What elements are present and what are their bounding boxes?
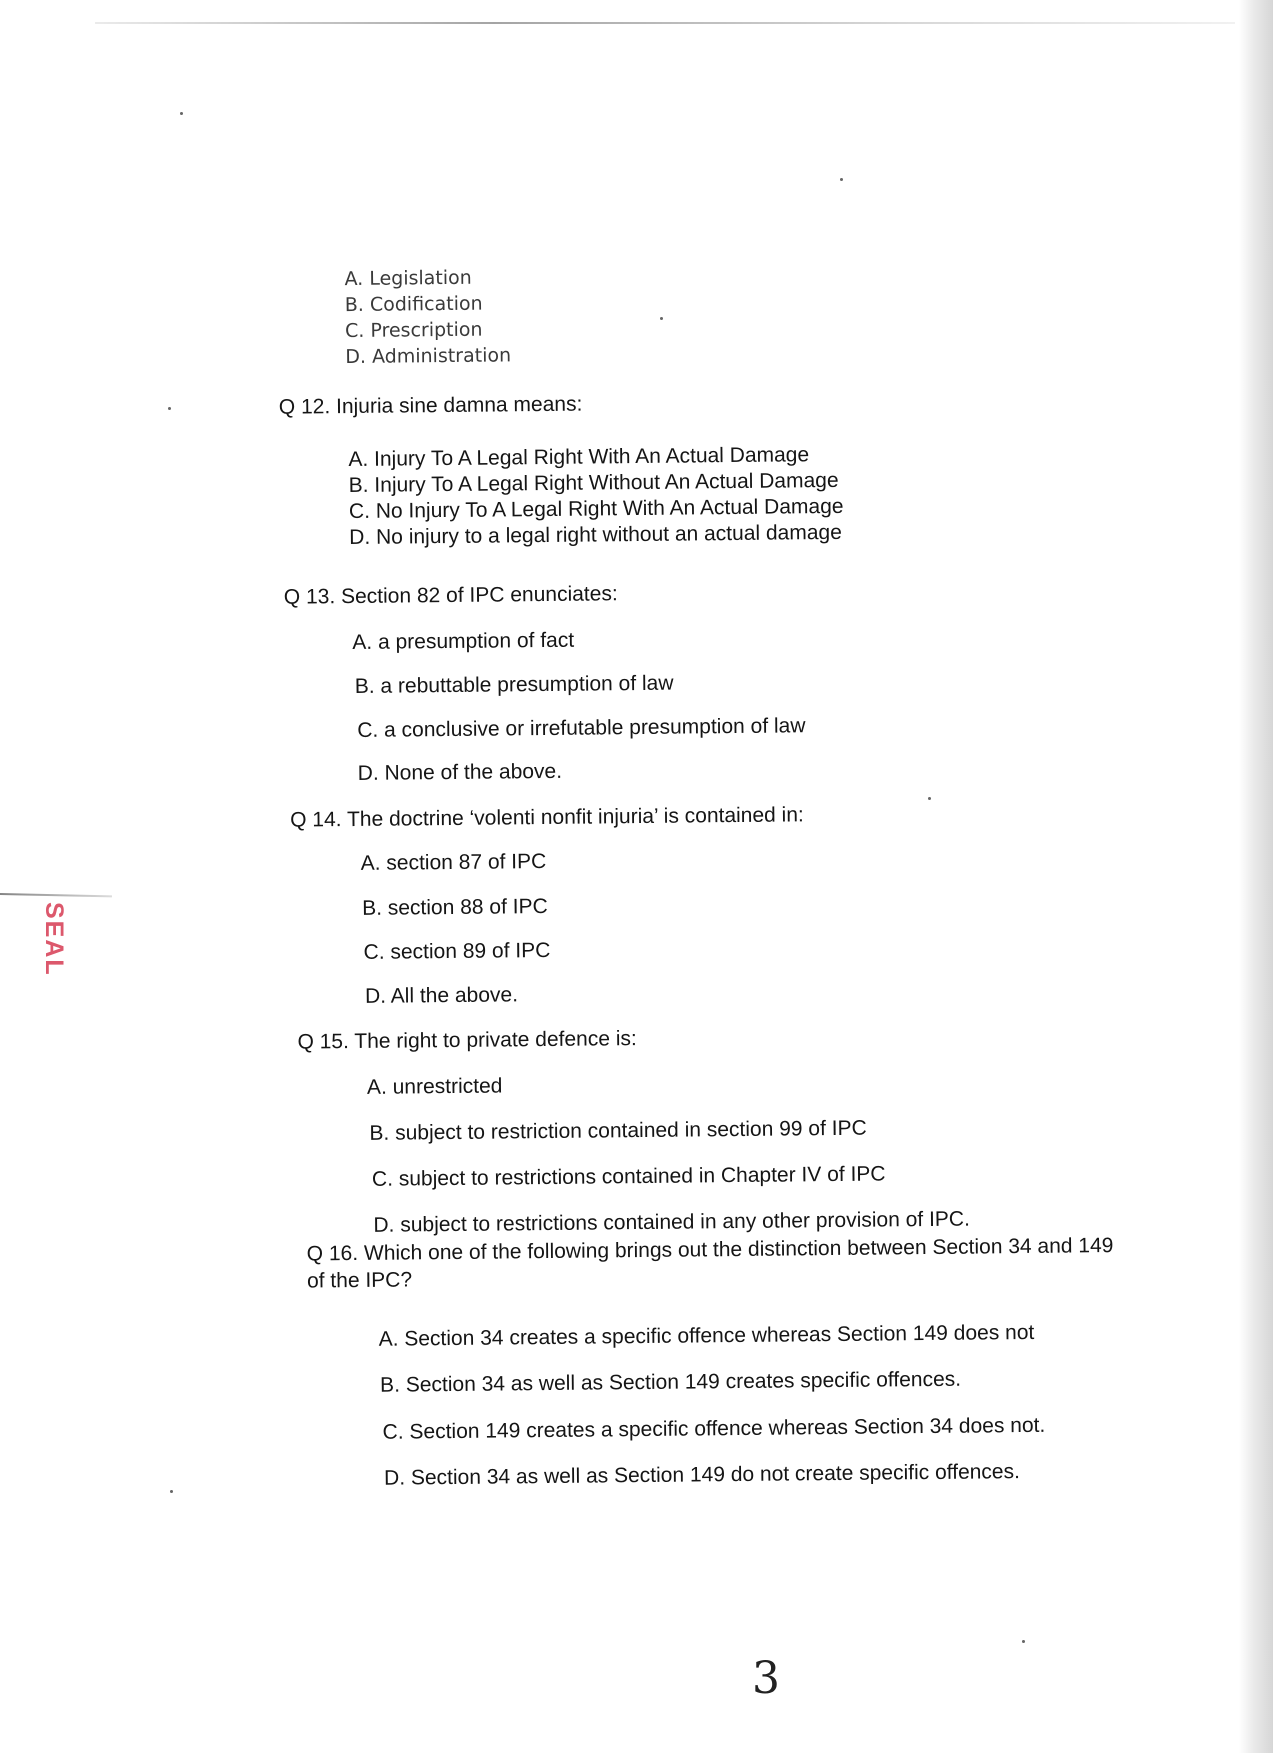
q12-option-a: A. Injury To A Legal Right With An Actual Damage xyxy=(348,443,810,472)
q13-option-b: B. a rebuttable presumption of law xyxy=(354,671,674,698)
q12-option-c: C. No Injury To A Legal Right With An Actual Damage xyxy=(348,494,844,524)
previous-question-options xyxy=(344,264,511,370)
q14-question: Q 14. The doctrine ‘volenti nonfit injuria’ is contained in: xyxy=(290,803,804,832)
q13-option-c: C. a conclusive or irrefutable presumption of law xyxy=(357,714,806,742)
q15-question: Q 15. The right to private defence is: xyxy=(297,1027,637,1054)
q12-options xyxy=(348,442,844,551)
seal-stamp: SEAL xyxy=(40,902,68,977)
q14-option-b: B. section 88 of IPC xyxy=(361,894,548,920)
q13-option-a: A. a presumption of fact xyxy=(352,628,575,655)
q15-option-b: B. subject to restriction contained in section 99 of IPC xyxy=(369,1116,867,1145)
q16-option-b: B. Section 34 as well as Section 149 creates specific offences. xyxy=(379,1367,962,1397)
q16-option-d: D. Section 34 as well as Section 149 do not create specific offences. xyxy=(383,1460,1021,1490)
q16-question xyxy=(307,1231,1188,1294)
q12-question: Q 12. Injuria sine damna means: xyxy=(278,392,583,419)
option-d: D. Administration xyxy=(345,344,512,369)
q15-option-d: D. subject to restrictions contained in any other provision of IPC. xyxy=(373,1207,970,1237)
q14-option-a: A. section 87 of IPC xyxy=(360,849,547,875)
q12-option-d: D. No injury to a legal right without an actual damage xyxy=(349,520,842,550)
q16-question-line-1: Q 16. Which one of the following brings out the distinction between Section 34 and 149 xyxy=(306,1234,1114,1266)
q13-option-d: D. None of the above. xyxy=(357,759,563,785)
option-a: A. Legislation xyxy=(344,266,472,291)
q16-option-a: A. Section 34 creates a specific offence whereas Section 149 does not xyxy=(378,1320,1035,1351)
q12-option-b: B. Injury To A Legal Right Without An Actual Damage xyxy=(348,468,839,498)
q15-option-a: A. unrestricted xyxy=(366,1074,503,1099)
option-b: B. Codification xyxy=(344,292,483,317)
q14-option-d: D. All the above. xyxy=(364,983,519,1008)
page-number: 3 xyxy=(752,1653,780,1704)
option-c: C. Prescription xyxy=(344,318,483,343)
q14-option-c: C. section 89 of IPC xyxy=(363,938,551,964)
q15-option-c: C. subject to restrictions contained in Chapter IV of IPC xyxy=(371,1162,886,1191)
q16-option-c: C. Section 149 creates a specific offence whereas Section 34 does not. xyxy=(382,1413,1046,1444)
q13-question: Q 13. Section 82 of IPC enunciates: xyxy=(283,582,618,609)
q16-question-line-2: of the IPC? xyxy=(306,1268,413,1293)
